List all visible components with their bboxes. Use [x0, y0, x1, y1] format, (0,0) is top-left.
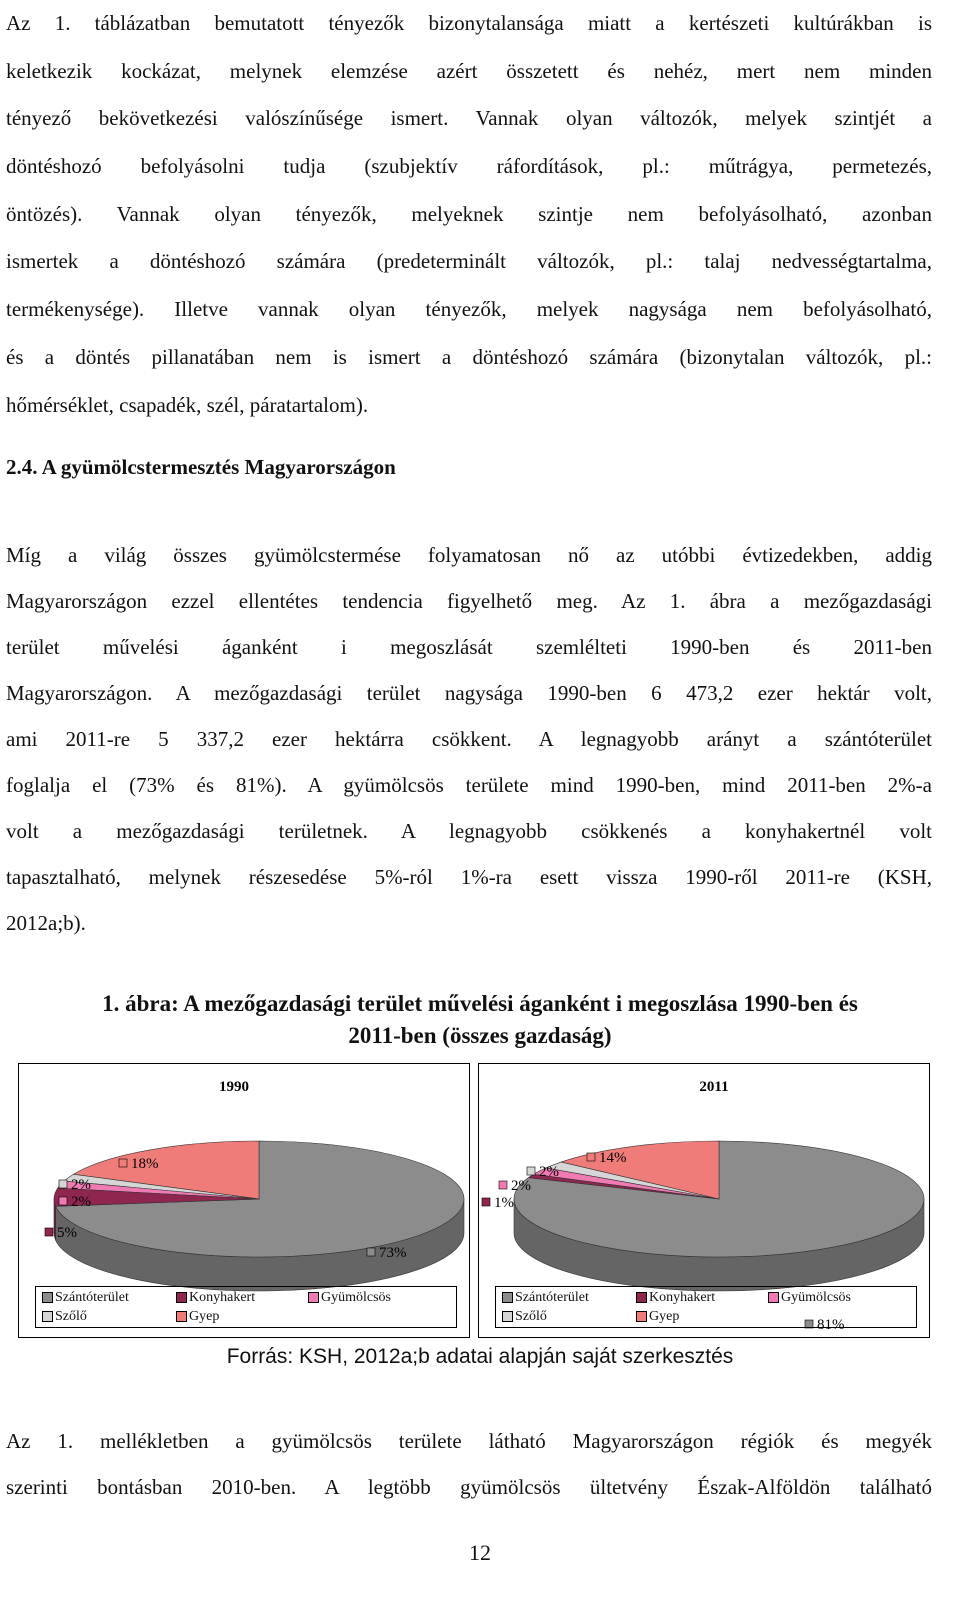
text-line: tényező bekövetkezési valószínűsége ismert. Vannak olyan változók, melyek szintjét a [6, 106, 932, 131]
legend-item [308, 1289, 391, 1307]
text-line: szerinti bontásban 2010-ben. A legtöbb gyümölcsös ültetvény Észak-Alföldön található [6, 1475, 932, 1499]
text-line: Magyarországon. A mezőgazdasági terület nagysága 1990-ben 6 473,2 ezer hektár volt, [6, 681, 932, 705]
legend-item [502, 1308, 547, 1326]
legend-label: Konyhakert [649, 1290, 716, 1305]
paragraph-fruit-production [6, 532, 932, 946]
legend-swatch [768, 1292, 779, 1303]
legend-label: Konyhakert [189, 1290, 256, 1305]
legend-label: Gyep [649, 1309, 680, 1324]
text-line: tapasztalható, melynek részesedése 5%-ról 1%-ra esett vissza 1990-ről 2011-re (KSH, [6, 865, 932, 889]
legend-label: Szántóterület [515, 1290, 589, 1305]
legend-item [636, 1308, 679, 1326]
figure-caption-line: 1. ábra: A mezőgazdasági terület művelési áganként i megoszlása 1990-ben és [102, 991, 858, 1016]
svg-text:2%: 2% [71, 1177, 91, 1193]
text-line: terület művelési áganként i megoszlását szemlélteti 1990-ben és 2011-ben [6, 635, 932, 659]
pie-data-label [45, 1225, 77, 1241]
figure-source: Forrás: KSH, 2012a;b adatai alapján saját szerkesztés [226, 1345, 734, 1368]
text-line: ismertek a döntéshozó számára (predeterminált változók, pl.: talaj nedvességtartalma, [6, 249, 932, 274]
legend-item [176, 1289, 255, 1307]
figure-caption-line: 2011-ben (összes gazdaság) [348, 1023, 612, 1048]
text-line: foglalja el (73% és 81%). A gyümölcsös területe mind 1990-ben, mind 2011-ben 2%-a [6, 773, 932, 797]
svg-text:14%: 14% [599, 1150, 627, 1166]
section-heading: 2.4. A gyümölcstermesztés Magyarországon [6, 455, 396, 479]
page-number: 12 [469, 1540, 491, 1565]
text-line: ami 2011-re 5 337,2 ezer hektárra csökkent. A legnagyobb arányt a szántóterület [6, 727, 932, 751]
legend-swatch [176, 1311, 187, 1322]
legend-item [42, 1289, 129, 1307]
svg-text:1%: 1% [494, 1195, 514, 1211]
legend-label: Szántóterület [55, 1290, 129, 1305]
legend-label: Szőlő [515, 1309, 547, 1324]
paragraph-annex [6, 1418, 932, 1510]
chart-legend [35, 1286, 457, 1328]
text-line: és a döntés pillanatában nem is ismert a döntéshozó számára (bizonytalan változók, pl.: [6, 344, 932, 369]
legend-item [176, 1308, 219, 1326]
text-line: Míg a világ összes gyümölcstermése folyamatosan nő az utóbbi évtizedekben, addig [6, 543, 932, 567]
legend-label: Gyümölcsös [781, 1290, 851, 1305]
legend-swatch [502, 1292, 513, 1303]
pie-chart-title: 1990 [219, 1079, 249, 1095]
svg-text:2%: 2% [511, 1178, 531, 1194]
text-line: Az 1. mellékletben a gyümölcsös területe látható Magyarországon régiók és megyék [6, 1429, 932, 1453]
pie-charts-figure [18, 1063, 940, 1338]
pie-chart-title: 2011 [699, 1079, 729, 1095]
pie-chart-1990 [18, 1063, 470, 1338]
pie-data-label [482, 1195, 514, 1211]
pie-data-label [499, 1178, 531, 1194]
legend-item [502, 1289, 589, 1307]
chart-legend [495, 1286, 917, 1328]
legend-swatch [636, 1292, 647, 1303]
text-line: hőmérséklet, csapadék, szél, páratartalom). [6, 392, 369, 417]
legend-item [42, 1308, 87, 1326]
legend-item [636, 1289, 715, 1307]
legend-item [768, 1289, 851, 1307]
text-line: döntéshozó befolyásolni tudja (szubjektív ráfordítások, pl.: műtrágya, permetezés, [6, 154, 932, 179]
legend-swatch [176, 1292, 187, 1303]
text-line: Az 1. táblázatban bemutatott tényezők bizonytalansága miatt a kertészeti kultúrákban is [6, 11, 932, 35]
svg-text:2%: 2% [539, 1164, 559, 1180]
text-line: volt a mezőgazdasági területnek. A legnagyobb csökkenés a konyhakertnél volt [6, 819, 932, 843]
legend-swatch [308, 1292, 319, 1303]
text-line: öntözés). Vannak olyan tényezők, melyeknek szintje nem befolyásolható, azonban [6, 201, 932, 226]
text-line: keletkezik kockázat, melynek elemzése azért összetett és nehéz, mert nem minden [6, 58, 932, 83]
svg-text:81%: 81% [817, 1317, 845, 1333]
legend-swatch [42, 1292, 53, 1303]
svg-text:18%: 18% [131, 1156, 159, 1172]
paragraph-risk-factors [6, 0, 932, 429]
svg-text:73%: 73% [379, 1245, 407, 1261]
text-line: 2012a;b). [6, 911, 86, 935]
figure-caption [0, 988, 960, 1052]
legend-swatch [42, 1311, 53, 1322]
legend-label: Gyümölcsös [321, 1290, 391, 1305]
svg-text:2%: 2% [71, 1194, 91, 1210]
legend-label: Szőlő [55, 1309, 87, 1324]
pie-chart-2011 [478, 1063, 930, 1338]
text-line: termékenysége). Illetve vannak olyan tényezők, melyek nagysága nem befolyásolható, [6, 297, 932, 322]
svg-text:5%: 5% [57, 1225, 77, 1241]
legend-swatch [636, 1311, 647, 1322]
text-line: Magyarországon ezzel ellentétes tendencia figyelhető meg. Az 1. ábra a mezőgazdasági [6, 589, 932, 613]
legend-swatch [502, 1311, 513, 1322]
legend-label: Gyep [189, 1309, 220, 1324]
